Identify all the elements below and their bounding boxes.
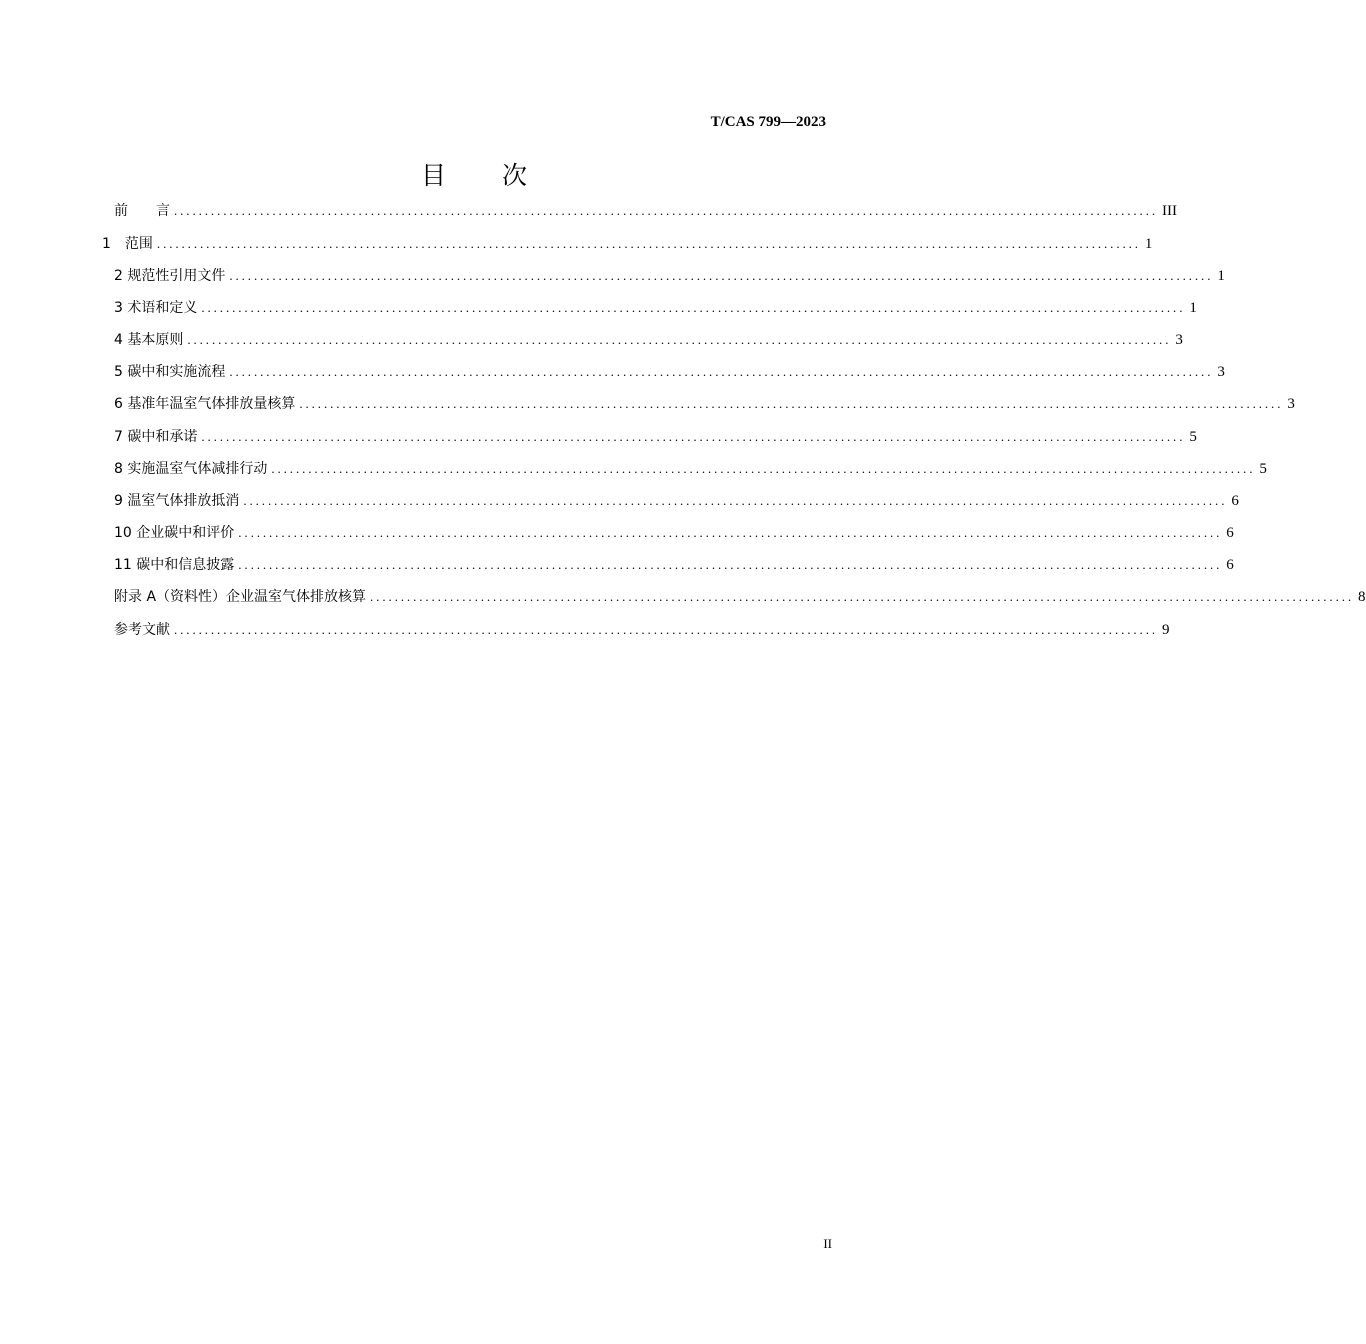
toc-entry-normative-references[interactable] — [114, 262, 1225, 284]
dot-leader: ................................................................................................................................................................ — [370, 589, 1355, 604]
toc-entry-page: 6 — [1231, 493, 1239, 509]
toc-entry-label: 附录 A（资料性）企业温室气体排放核算 — [114, 589, 367, 605]
toc-entry-label: 9 温室气体排放抵消 — [114, 493, 240, 509]
dot-leader: ................................................................................................................................................................ — [243, 493, 1228, 508]
toc-entry-process[interactable] — [114, 358, 1225, 380]
toc-entry-label: 参考文献 — [114, 622, 170, 638]
dot-leader: ................................................................................................................................................................ — [229, 268, 1214, 283]
dot-leader: ................................................................................................................................................................ — [201, 300, 1186, 315]
toc-entry-reduction[interactable] — [114, 455, 1267, 477]
toc-entry-page: 3 — [1217, 364, 1225, 380]
toc-entry-label: 前 言 — [114, 203, 170, 219]
toc-entry-label: 11 碳中和信息披露 — [114, 557, 235, 573]
toc-entry-principles[interactable] — [114, 326, 1183, 348]
toc-entry-page: 1 — [1189, 300, 1197, 316]
toc-entry-page: 9 — [1162, 622, 1170, 638]
toc-entry-offset[interactable] — [114, 487, 1239, 509]
toc-entry-evaluation[interactable] — [114, 519, 1234, 541]
dot-leader: ................................................................................................................................................................ — [174, 203, 1158, 218]
dot-leader: ................................................................................................................................................................ — [156, 236, 1141, 251]
page-number: II — [823, 1236, 832, 1251]
toc-entry-page: 5 — [1189, 429, 1197, 445]
toc-entry-label: 2 规范性引用文件 — [114, 268, 226, 284]
dot-leader: ................................................................................................................................................................ — [187, 332, 1172, 347]
toc-entry-label: 5 碳中和实施流程 — [114, 364, 226, 380]
toc-entry-disclosure[interactable] — [114, 551, 1234, 573]
toc-entry-page: 3 — [1175, 332, 1183, 348]
toc-entry-commitment[interactable] — [114, 423, 1197, 445]
dot-leader: ................................................................................................................................................................ — [201, 429, 1186, 444]
toc-entry-page: 1 — [1144, 236, 1153, 252]
toc-entry-terms[interactable] — [114, 294, 1197, 316]
toc-entry-page: 6 — [1226, 557, 1234, 573]
toc-entry-baseline[interactable] — [114, 390, 1295, 412]
toc-entry-page: III — [1162, 203, 1177, 219]
toc-entry-foreword[interactable] — [114, 197, 1177, 219]
dot-leader: ................................................................................................................................................................ — [299, 396, 1284, 411]
toc-entry-label: 10 企业碳中和评价 — [114, 525, 235, 541]
toc-entry-bibliography[interactable] — [114, 616, 1170, 638]
dot-leader: ................................................................................................................................................................ — [238, 525, 1223, 540]
toc-entry-page: 1 — [1217, 268, 1225, 284]
toc-entry-scope[interactable] — [102, 230, 1153, 252]
document-code: T/CAS 799—2023 — [710, 114, 826, 130]
toc-entry-annex-a[interactable] — [114, 583, 1366, 605]
toc-entry-label: 6 基准年温室气体排放量核算 — [114, 396, 296, 412]
toc-entry-label: 8 实施温室气体减排行动 — [114, 461, 268, 477]
dot-leader: ................................................................................................................................................................ — [174, 622, 1158, 637]
toc-entry-page: 6 — [1226, 525, 1234, 541]
dot-leader: ................................................................................................................................................................ — [271, 461, 1256, 476]
toc-title: 目 次 — [420, 161, 529, 190]
dot-leader: ................................................................................................................................................................ — [229, 364, 1214, 379]
toc-entry-page: 5 — [1259, 461, 1267, 477]
toc-entry-label: 7 碳中和承诺 — [114, 429, 198, 445]
toc-entry-page: 8 — [1358, 589, 1366, 605]
dot-leader: ................................................................................................................................................................ — [238, 557, 1223, 572]
toc-entry-label: 3 术语和定义 — [114, 300, 198, 316]
toc-entry-page: 3 — [1287, 396, 1295, 412]
toc-entry-label: 1 范围 — [102, 236, 153, 252]
toc-entry-label: 4 基本原则 — [114, 332, 184, 348]
